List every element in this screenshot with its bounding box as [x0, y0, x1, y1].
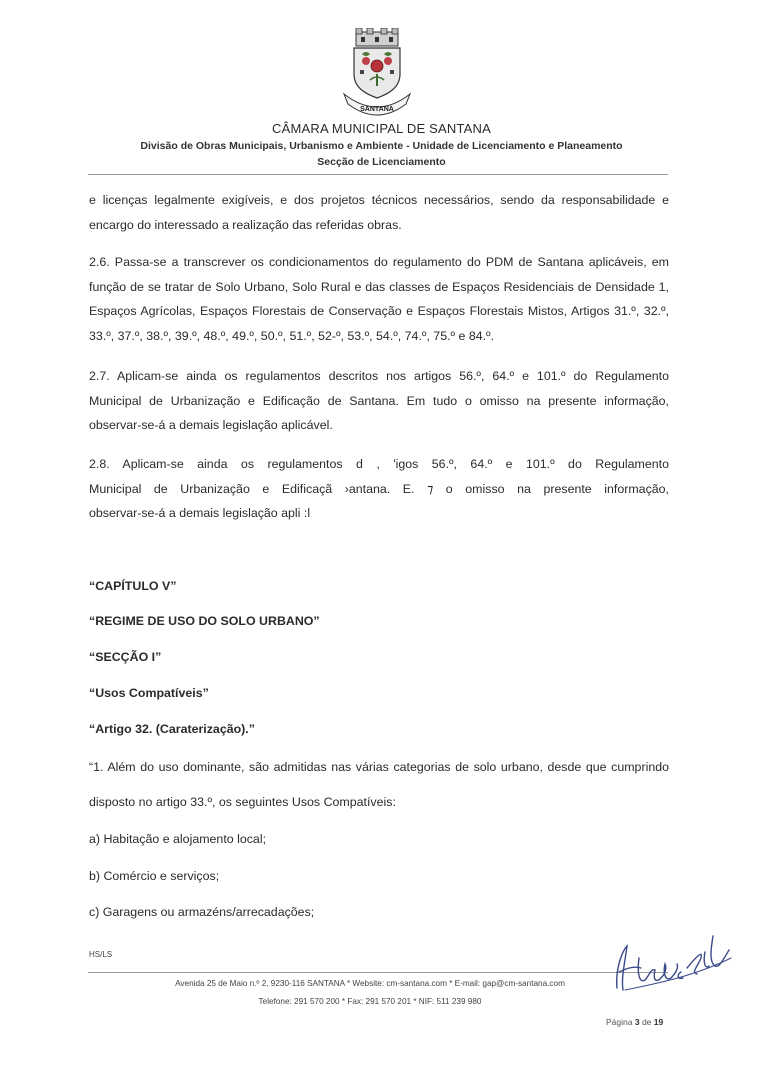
regime-heading: “REGIME DE USO DO SOLO URBANO” — [89, 614, 320, 628]
page-label: Página — [606, 1017, 633, 1027]
handwritten-signature — [605, 928, 735, 998]
text-line: e licenças legalmente exigíveis, e dos projetos técnicos necessários, sendo da responsabilidade e — [89, 193, 669, 207]
text-line: 33.º, 37.º, 38.º, 39.º, 48.º, 49.º, 50.º, 51.º, 52-º, 53.º, 54.º, 74.º, 75.º e 84.º. — [89, 328, 495, 343]
text-line: Municipal de Urbanização e Edificação de Santana. Em tudo o omisso na presente informação, — [89, 393, 669, 408]
text-line: disposto no artigo 33.º, os seguintes Usos Compatíveis: — [89, 795, 396, 809]
municipality-title: CÂMARA MUNICIPAL DE SANTANA — [272, 121, 491, 136]
footer-address: Avenida 25 de Maio n.º 2, 9230-116 SANTANA * Website: cm-santana.com * E-mail: gap@cm-santana.com — [175, 979, 565, 988]
page-total: 19 — [653, 1017, 664, 1027]
text-line: Espaços Agrícolas, Espaços Florestais de Conservação e Espaços Florestais Mistos, Artigos 31.º, 32.º, — [89, 304, 669, 318]
artigo-heading: “Artigo 32. (Caraterização).” — [89, 722, 255, 736]
text-line: observar-se-á a demais legislação aplicável. — [89, 418, 333, 432]
division-subtitle: Divisão de Obras Municipais, Urbanismo e Ambiente - Unidade de Licenciamento e Planeamento — [140, 140, 623, 152]
text-line: encargo do interessado a realização das referidas obras. — [89, 217, 402, 232]
text-line: Municipal de Urbanização e Edificaçã ›antana. E. ⁊ o omisso na presente informação, — [89, 481, 669, 496]
footer-divider — [88, 972, 668, 973]
document-code: HS/LS — [89, 950, 113, 959]
crest-ribbon-text: SANTANA — [360, 106, 394, 113]
paragraph-item-1 — [89, 758, 669, 776]
text-line: 2.6. Passa-se a transcrever os condicionamentos do regulamento do PDM de Santana aplicáveis, em — [89, 255, 669, 269]
chapter-heading: “CAPÍTULO V” — [89, 579, 177, 593]
text-line: observar-se-á a demais legislação apli :l — [89, 506, 311, 520]
text-line: 2.8. Aplicam-se ainda os regulamentos d , 'igos 56.º, 64.º e 101.º do Regulamento — [89, 457, 669, 471]
text-line: “1. Além do uso dominante, são admitidas nas várias categorias de solo urbano, desde que cumprindo — [89, 760, 669, 774]
footer-contacts: Telefone: 291 570 200 * Fax: 291 570 201 * NIF: 511 239 980 — [258, 997, 482, 1006]
page-number — [606, 1017, 663, 1027]
paragraph-2-6 — [89, 250, 669, 348]
text-line: 2.7. Aplicam-se ainda os regulamentos descritos nos artigos 56.º, 64.º e 101.º do Regulamento — [89, 369, 669, 383]
page-current: 3 — [634, 1017, 640, 1027]
header-divider — [88, 174, 668, 175]
list-item-a: a) Habitação e alojamento local; — [89, 832, 267, 846]
paragraph-2-8 — [89, 452, 669, 526]
municipal-crest-logo — [340, 28, 414, 118]
section-subtitle: Secção de Licenciamento — [317, 156, 446, 168]
list-item-b: b) Comércio e serviços; — [89, 869, 220, 883]
paragraph-licencas — [89, 188, 669, 237]
usos-heading: “Usos Compatíveis” — [89, 686, 209, 700]
section-heading: “SECÇÃO I” — [89, 650, 162, 664]
text-line: função de se tratar de Solo Urbano, Solo Rural e das classes de Espaços Residenciais de Densidade 1, — [89, 279, 669, 294]
list-item-c: c) Garagens ou armazéns/arrecadações; — [89, 905, 315, 919]
page-of: de — [641, 1017, 652, 1027]
paragraph-2-7 — [89, 364, 669, 438]
